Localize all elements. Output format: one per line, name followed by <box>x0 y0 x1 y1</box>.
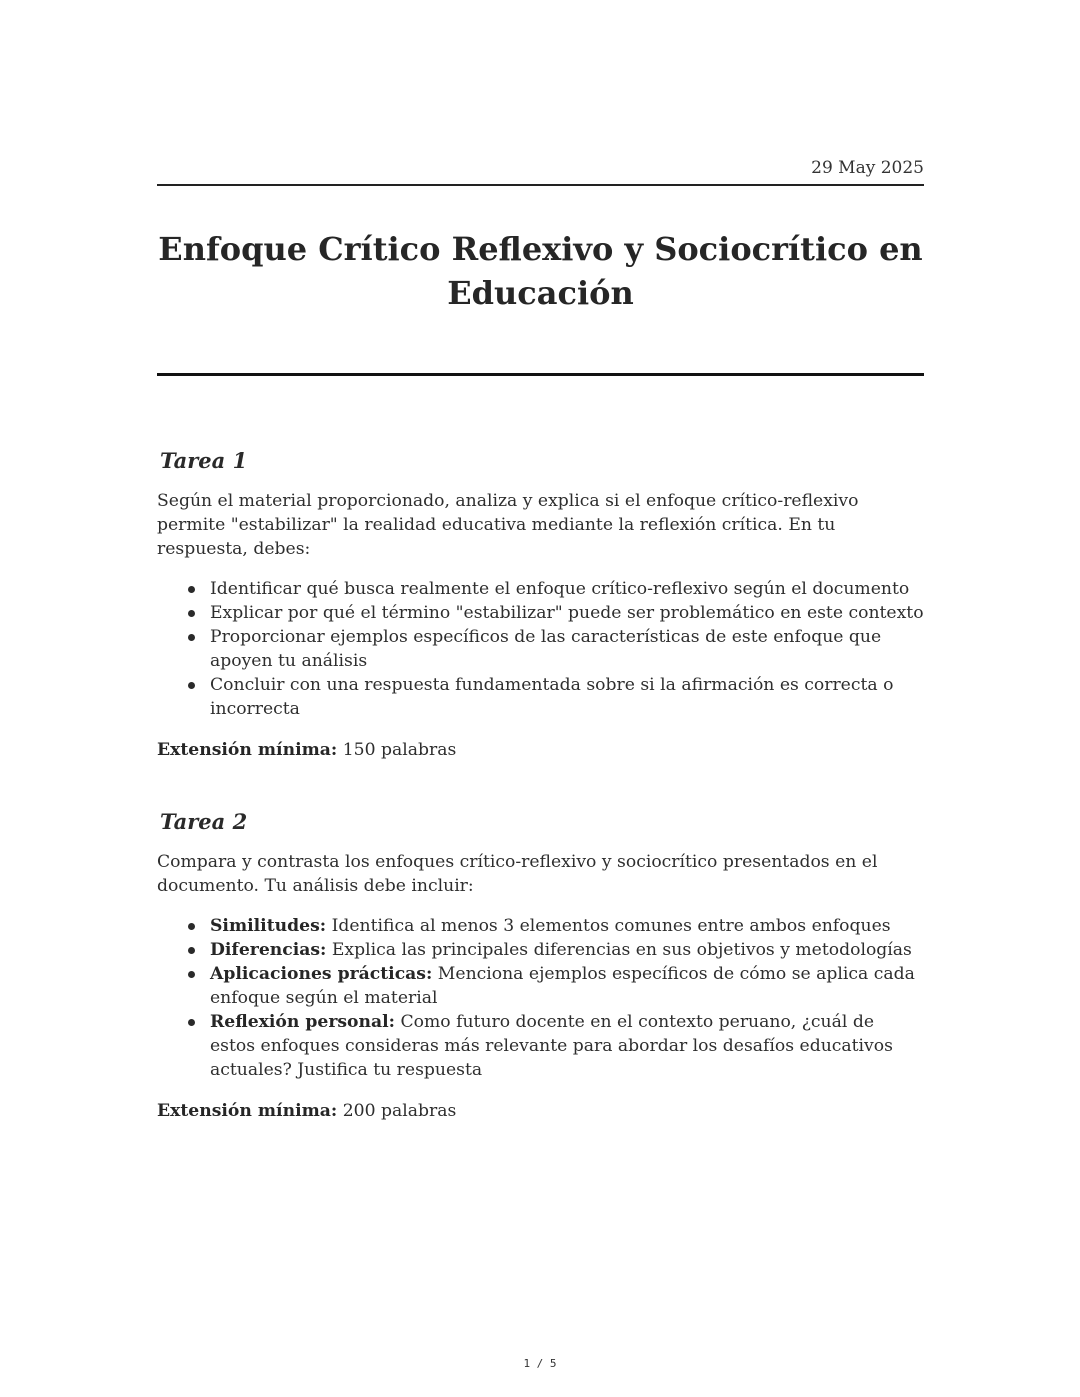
title-divider <box>157 373 924 376</box>
task-1-section <box>157 446 924 762</box>
task-2-extent <box>157 1099 924 1123</box>
task-2-intro: Compara y contrasta los enfoques crítico-reflexivo y sociocrítico presentados en el documento. Tu análisis debe incluir: <box>157 852 878 896</box>
task-1-extent <box>157 738 924 762</box>
list-item <box>210 601 924 625</box>
list-item-text: Identificar qué busca realmente el enfoque crítico-reflexivo según el documento <box>210 579 910 599</box>
document-title <box>157 227 924 315</box>
list-item-label: Aplicaciones prácticas: <box>210 964 433 984</box>
task-2-section <box>157 807 924 1123</box>
list-item <box>210 938 924 962</box>
list-item-text: Explicar por qué el término "estabilizar" puede ser problemático en este contexto <box>210 603 924 623</box>
list-item-label: Similitudes: <box>210 916 327 936</box>
extent-value: 200 palabras <box>337 1101 457 1121</box>
list-item-text: Menciona ejemplos específicos de cómo se aplica cada enfoque según el material <box>210 964 915 1008</box>
list-item-label: Reflexión personal: <box>210 1012 396 1032</box>
title-line-1: Enfoque Crítico Reflexivo y Sociocrítico en <box>158 230 923 268</box>
task-1-list <box>157 577 924 721</box>
task-1-intro: Según el material proporcionado, analiza y explica si el enfoque crítico-reflexivo permite "estabilizar" la realidad educativa mediante la reflexión crítica. En tu respuesta, debes: <box>157 491 859 559</box>
list-item-text: Concluir con una respuesta fundamentada sobre si la afirmación es correcta o incorrecta <box>210 675 894 719</box>
list-item <box>210 625 924 673</box>
task-1-heading: Tarea 1 <box>160 448 248 473</box>
task-2-heading: Tarea 2 <box>160 809 248 834</box>
list-item <box>210 577 924 601</box>
list-item <box>210 1010 924 1082</box>
list-item-text: Como futuro docente en el contexto peruano, ¿cuál de estos enfoques consideras más relevante para abordar los desafíos educativos actuales? Justifica tu respuesta <box>210 1012 893 1080</box>
extent-value: 150 palabras <box>337 740 457 760</box>
document-page <box>157 0 924 1397</box>
extent-label: Extensión mínima: <box>157 1101 338 1121</box>
list-item-text: Explica las principales diferencias en sus objetivos y metodologías <box>326 940 912 960</box>
extent-label: Extensión mínima: <box>157 740 338 760</box>
page-number: 1 / 5 <box>523 1357 557 1370</box>
task-2-list <box>157 914 924 1082</box>
list-item-text: Identifica al menos 3 elementos comunes entre ambos enfoques <box>326 916 891 936</box>
header-divider <box>157 184 924 186</box>
document-date: 29 May 2025 <box>811 158 924 178</box>
title-line-2: Educación <box>447 274 634 312</box>
list-item <box>210 673 924 721</box>
list-item <box>210 914 924 938</box>
list-item <box>210 962 924 1010</box>
list-item-text: Proporcionar ejemplos específicos de las características de este enfoque que apoyen tu análisis <box>210 627 882 671</box>
list-item-label: Diferencias: <box>210 940 327 960</box>
